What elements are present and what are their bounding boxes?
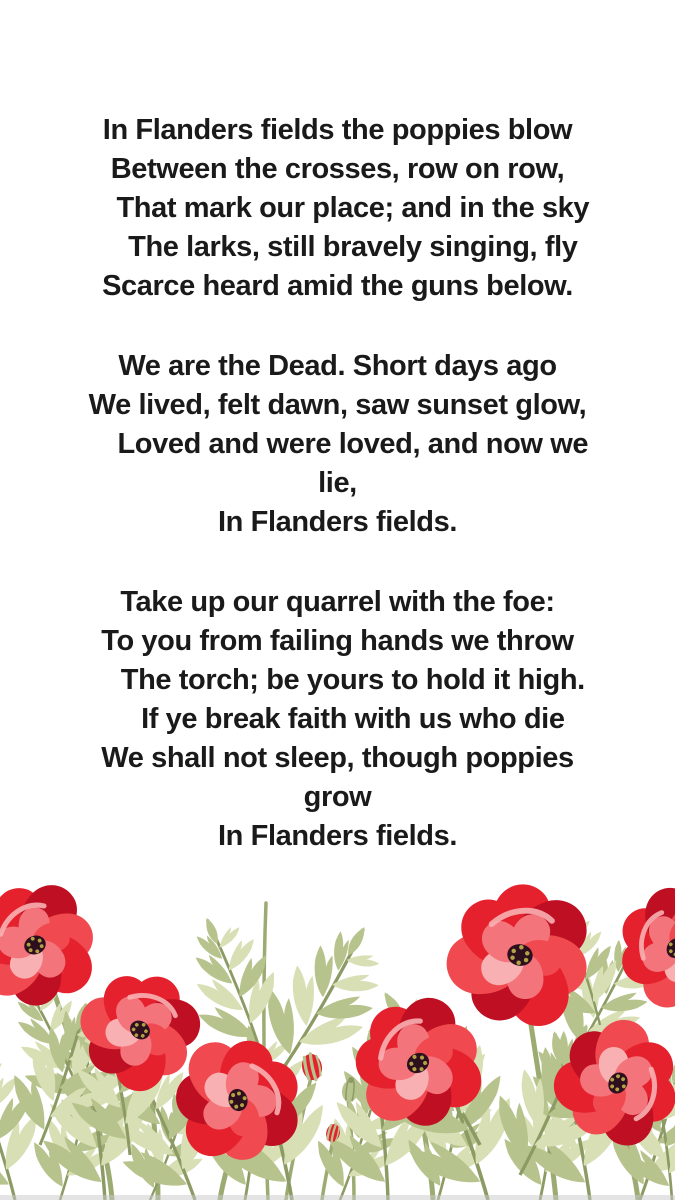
bottom-edge-line <box>0 1195 675 1200</box>
stanza-3 <box>0 583 675 856</box>
poem-line: In Flanders fields. <box>218 506 457 538</box>
poem-line: In Flanders fields. <box>218 820 457 852</box>
poem-line: We are the Dead. Short days ago <box>118 350 557 382</box>
poem-line: If ye break faith with us who die <box>110 703 565 735</box>
poem-line: To you from failing hands we throw <box>101 625 574 657</box>
poem-line: That mark our place; and in the sky <box>85 192 590 224</box>
poem-line: Between the crosses, row on row, <box>110 153 565 185</box>
poem-line: grow <box>303 781 372 813</box>
poem-line: We lived, felt dawn, saw sunset glow, <box>88 389 587 421</box>
poppy-flowers-illustration <box>0 855 675 1200</box>
poem-line: In Flanders fields the poppies blow <box>102 114 573 146</box>
poem-line: We shall not sleep, though poppies <box>101 742 574 774</box>
poem-line: The larks, still bravely singing, fly <box>97 231 578 263</box>
poem-line: The torch; be yours to hold it high. <box>90 664 585 696</box>
stanza-2 <box>0 347 675 542</box>
poppy-flower <box>590 864 675 1037</box>
poem-line: Take up our quarrel with the foe: <box>120 586 555 618</box>
stanza-1 <box>0 111 675 306</box>
poem-line: lie, <box>318 467 357 499</box>
poem-line: Scarce heard amid the guns below. <box>102 270 573 302</box>
poem-line: Loved and were loved, and now we <box>86 428 589 460</box>
